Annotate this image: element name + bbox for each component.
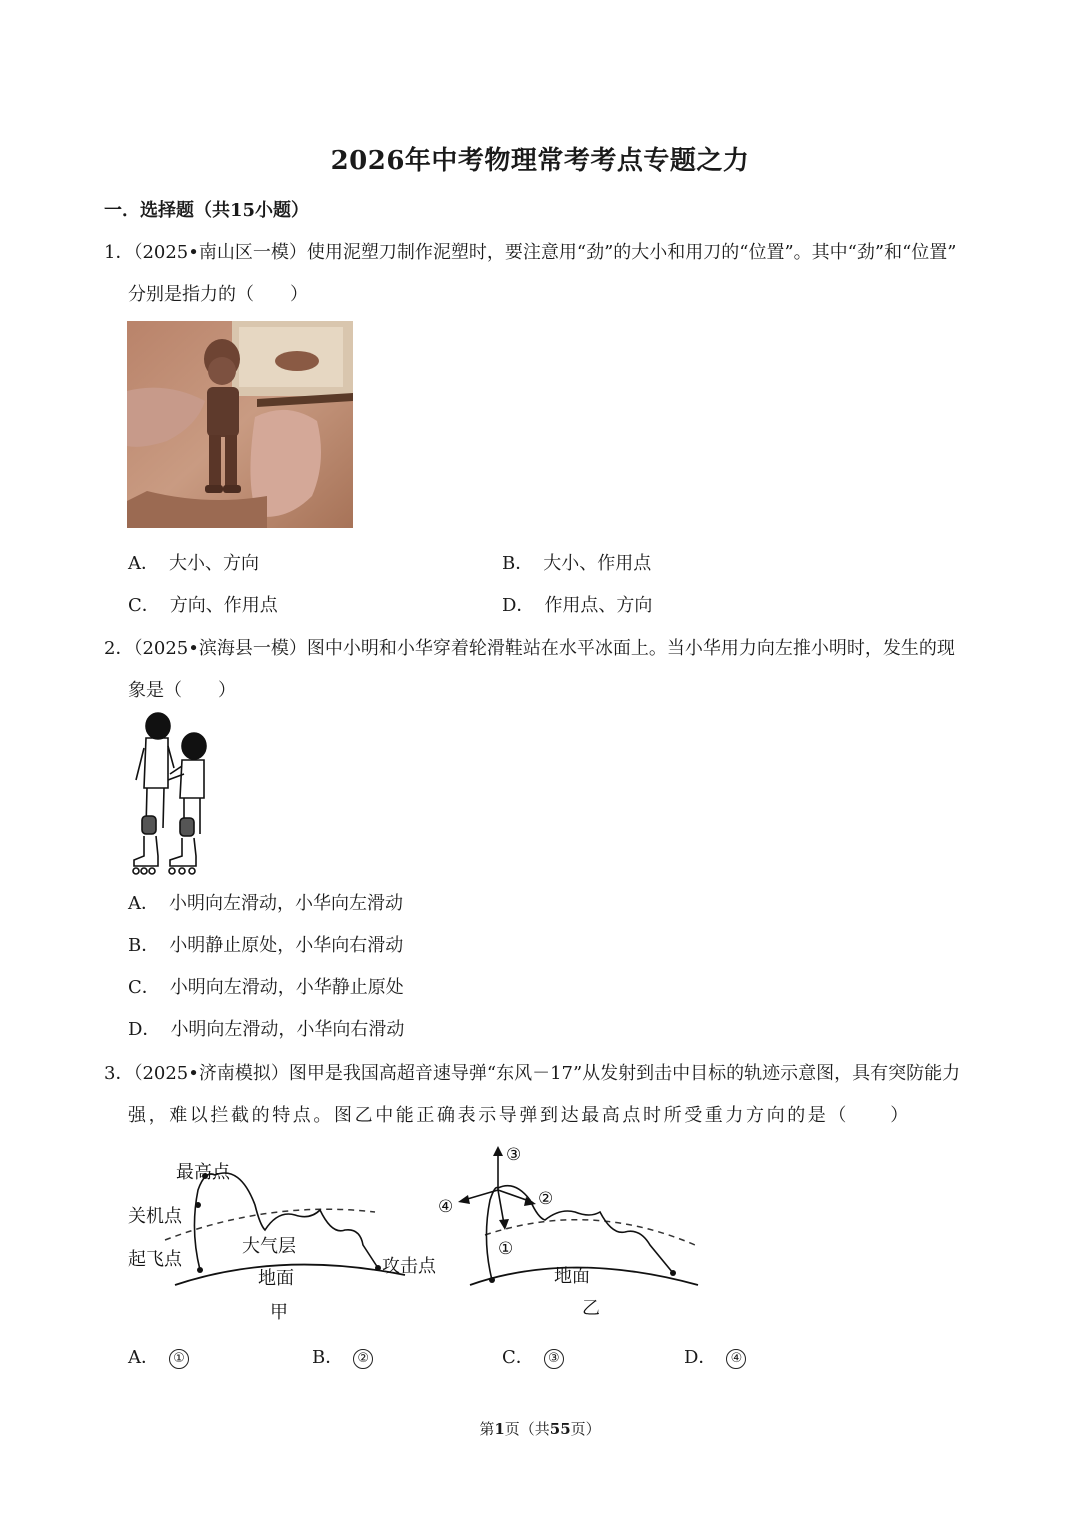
trajectory-diagram <box>120 1140 720 1330</box>
circled-4-mark: ④ <box>726 1349 746 1369</box>
clay-sculpture-image <box>127 321 353 528</box>
q1-option-d[interactable]: D． 作用点、方向 <box>502 595 653 616</box>
q1-option-c[interactable]: C． 方向、作用点 <box>128 595 278 616</box>
mark-1: ① <box>498 1239 514 1259</box>
q3-option-c[interactable]: C． ③ <box>502 1343 564 1369</box>
label-launch-point: 起飞点 <box>128 1249 182 1270</box>
circled-1-mark: ① <box>169 1349 189 1369</box>
skaters-illustration <box>122 708 222 880</box>
q1-option-b[interactable]: B． 大小、作用点 <box>502 553 652 574</box>
caption-jia: 甲 <box>270 1302 288 1323</box>
figure-jia <box>128 1162 437 1323</box>
q2-option-b[interactable]: B． 小明静止原处，小华向右滑动 <box>128 935 404 956</box>
caption-yi: 乙 <box>582 1298 600 1319</box>
figure-yi <box>438 1145 698 1319</box>
page-total: 55 <box>549 1420 571 1438</box>
label-highest-point: 最高点 <box>176 1162 230 1183</box>
q2-option-c[interactable]: C． 小明向左滑动，小华静止原处 <box>128 977 404 998</box>
label-target-point: 攻击点 <box>382 1256 436 1277</box>
q2-stem-line2: 象是（ ） <box>128 680 236 701</box>
circled-3-mark: ③ <box>544 1349 564 1369</box>
clay-sculpture-photo <box>127 321 353 528</box>
page-title: 2026年中考物理常考考点专题之力 <box>330 146 750 176</box>
q2-option-d[interactable]: D． 小明向左滑动，小华向右滑动 <box>128 1019 405 1040</box>
q3-stem-line2: 强，难以拦截的特点。图乙中能正确表示导弹到达最高点时所受重力方向的是（ ） <box>128 1105 911 1126</box>
label-ground-yi: 地面 <box>554 1266 590 1287</box>
q1-option-a[interactable]: A． 大小、方向 <box>128 553 259 574</box>
q3-option-b[interactable]: B． ② <box>312 1343 373 1369</box>
circled-2-mark: ② <box>353 1349 373 1369</box>
q1-stem-line1: 1．（2025•南山区一模）使用泥塑刀制作泥塑时，要注意用“劲”的大小和用刀的“位置”。其中“劲”和“位置” <box>104 242 957 263</box>
q2-option-a[interactable]: A． 小明向左滑动，小华向左滑动 <box>128 893 403 914</box>
trajectory-svg <box>120 1140 720 1330</box>
section-heading: 一．选择题（共15小题） <box>104 200 310 221</box>
q3-stem-line1: 3．（2025•济南模拟）图甲是我国高超音速导弹“东风－17”从发射到击中目标的轨迹示意图，具有突防能力 <box>104 1063 961 1084</box>
label-shutoff-point: 关机点 <box>128 1206 182 1227</box>
page-footer: 第1页（共55页） <box>479 1420 601 1438</box>
mark-2: ② <box>538 1189 554 1209</box>
mark-4: ④ <box>438 1197 454 1217</box>
q3-option-a[interactable]: A． ① <box>128 1343 189 1369</box>
label-ground-jia: 地面 <box>258 1268 294 1289</box>
label-atmosphere: 大气层 <box>242 1236 296 1257</box>
q3-option-d[interactable]: D． ④ <box>684 1343 746 1369</box>
q2-stem-line1: 2．（2025•滨海县一模）图中小明和小华穿着轮滑鞋站在水平冰面上。当小华用力向左推小明时，发生的现 <box>104 638 955 659</box>
page-number: 1 <box>494 1420 505 1438</box>
q1-stem-line2: 分别是指力的（ ） <box>128 284 308 305</box>
mark-3: ③ <box>506 1145 522 1165</box>
skaters-drawing <box>122 708 222 880</box>
